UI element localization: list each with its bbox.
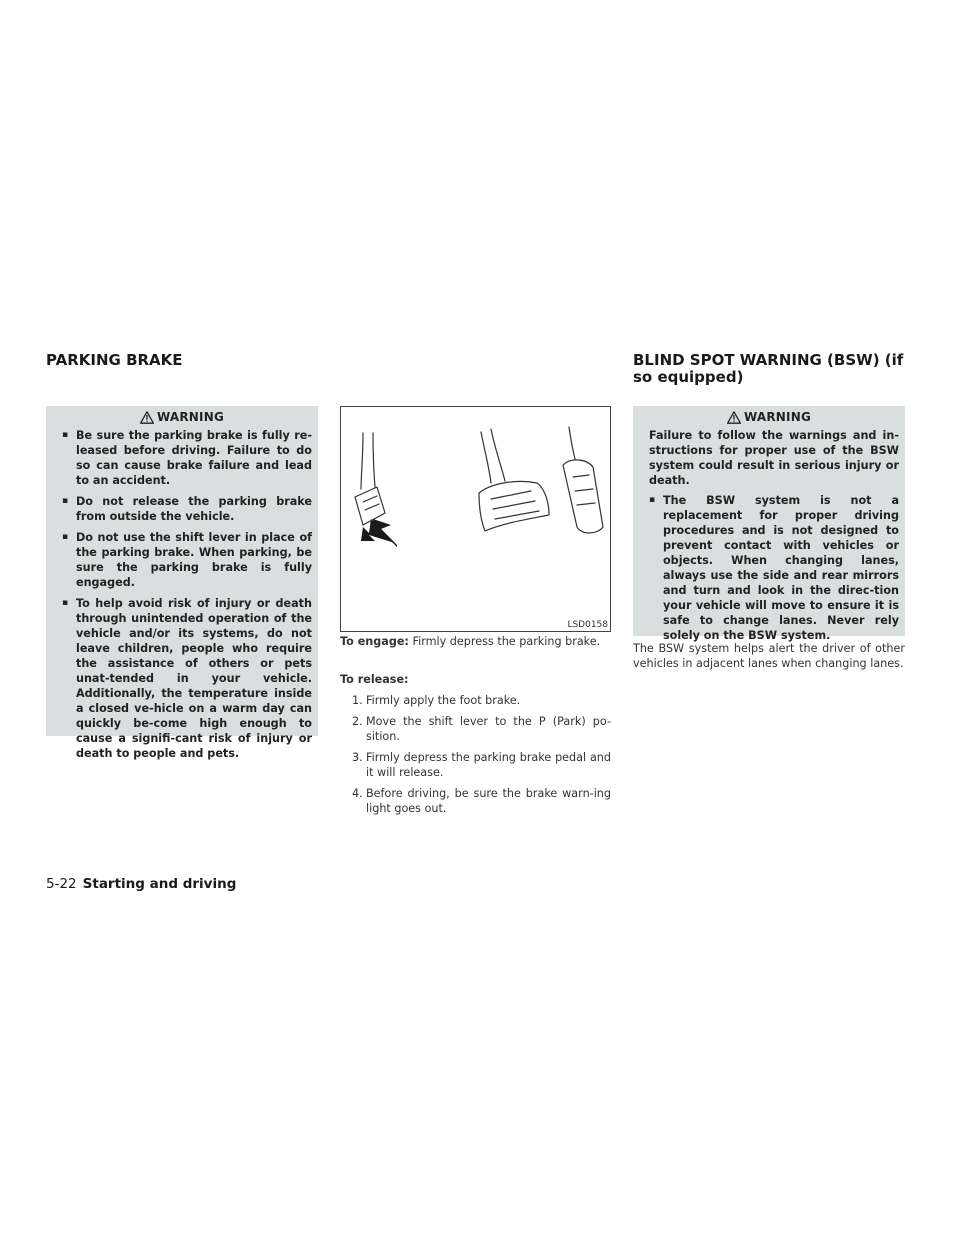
warning-triangle-icon	[727, 411, 741, 424]
step-text: Firmly depress the parking brake pedal and it will release.	[366, 751, 611, 779]
warning-heading: WARNING	[156, 410, 225, 424]
pedal-illustration	[341, 407, 610, 631]
release-section	[340, 672, 611, 822]
release-step	[340, 714, 611, 744]
warning-header	[46, 406, 318, 428]
warning-item: ▪ Be sure the parking brake is fully re-leased before driving. Failure to do so can cause brake failure and lead to an accident.	[62, 428, 312, 488]
engage-paragraph	[340, 634, 611, 649]
step-number: 1.	[352, 694, 363, 707]
parking-brake-pedal-figure	[340, 406, 611, 632]
release-steps	[340, 693, 611, 816]
figure-id: LSD0158	[567, 620, 608, 630]
warning-item: ▪ Do not use the shift lever in place of the parking brake. When parking, be sure the parking brake is fully engaged.	[62, 530, 312, 590]
warning-list	[46, 428, 318, 761]
engage-text: Firmly depress the parking brake.	[412, 635, 601, 648]
warning-triangle-icon	[140, 411, 154, 424]
section-title-parking-brake: PARKING BRAKE	[46, 351, 183, 369]
engage-label: To engage:	[340, 635, 409, 648]
page-footer	[46, 876, 236, 892]
warning-intro: Failure to follow the warnings and in-structions for proper use of the BSW system could result in serious injury or death.	[649, 429, 899, 487]
step-number: 3.	[352, 751, 363, 764]
parking-brake-warning-box	[46, 406, 318, 760]
chapter-title: Starting and driving	[82, 876, 237, 892]
warning-item: ▪ To help avoid risk of injury or death through unintended operation of the vehicle and/or its systems, do not leave children, people who require the assistance of others or pets unat-tended in your vehicle. Additionally, the temperature inside a closed ve-hicle on a warm day can quickly be-come high enough to cause a signifi-cant risk of injury or death to people and pets.	[62, 596, 312, 761]
step-number: 2.	[352, 715, 363, 728]
warning-heading: WARNING	[743, 410, 812, 424]
warning-header	[633, 406, 905, 428]
release-step	[340, 750, 611, 780]
step-text: Move the shift lever to the P (Park) po-sition.	[366, 715, 611, 743]
bsw-body-text: The BSW system helps alert the driver of other vehicles in adjacent lanes when changing lanes.	[633, 642, 905, 670]
release-step	[340, 786, 611, 816]
page-number: 5-22	[46, 876, 77, 892]
step-number: 4.	[352, 787, 363, 800]
step-text: Firmly apply the foot brake.	[366, 694, 521, 707]
release-label: To release:	[340, 673, 409, 686]
release-step	[340, 693, 611, 708]
warning-item: ▪ The BSW system is not a replacement for proper driving procedures and is not designed to prevent contact with vehicles or objects. When changing lanes, always use the side and rear mirrors and turn and look in the direc-tion your vehicle will move to ensure it is safe to change lanes. Never rely solely on the BSW system.	[649, 493, 899, 643]
warning-list	[633, 493, 905, 643]
step-text: Before driving, be sure the brake warn-ing light goes out.	[366, 787, 611, 815]
section-title-bsw: BLIND SPOT WARNING (BSW) (if so equipped)	[633, 351, 904, 386]
bsw-warning-box	[633, 406, 905, 642]
warning-item: ▪ Do not release the parking brake from outside the vehicle.	[62, 494, 312, 524]
